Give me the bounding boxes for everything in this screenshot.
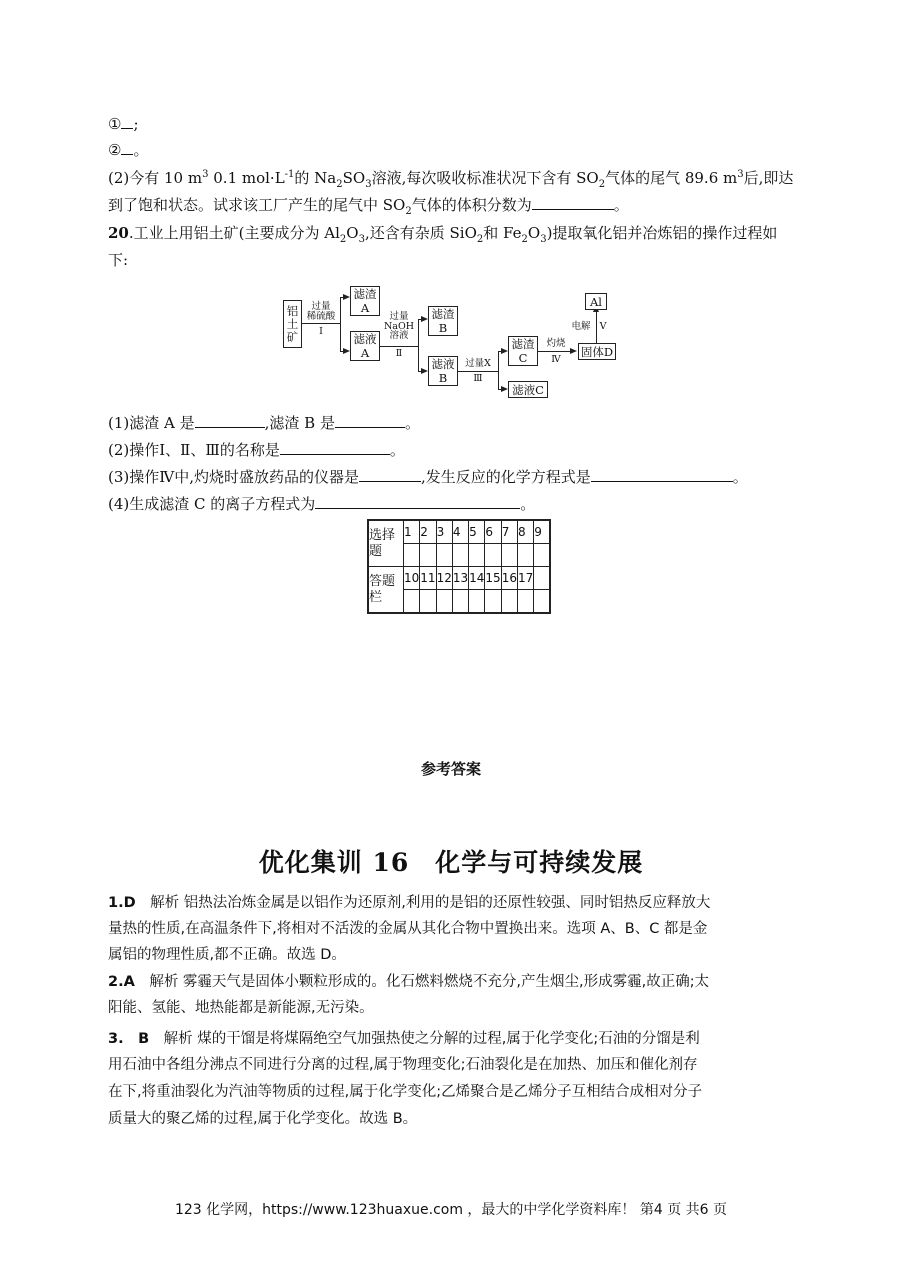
text: 矿	[286, 329, 299, 344]
text: A	[360, 346, 370, 360]
text: (3)操作Ⅳ中,灼烧时盛放药品的仪器是	[108, 468, 360, 486]
text: NaOH	[383, 320, 415, 332]
text: 3	[540, 234, 547, 245]
text: 2	[339, 234, 347, 245]
text: SO	[342, 169, 366, 187]
text: O	[527, 224, 541, 242]
process-flowchart	[283, 286, 623, 400]
q19-blank-1	[108, 114, 792, 134]
circled-1: ①	[108, 115, 122, 133]
text: 。	[613, 196, 629, 214]
section-title: 优化集训 16 化学与可持续发展	[258, 848, 644, 877]
answer-cell[interactable]	[501, 590, 517, 614]
text: 和 Fe	[483, 224, 522, 242]
solution-1-line2: 量热的性质,在高温条件下,将相对不活泼的金属从其化合物中置换出来。选项 A、B、C 都是金	[108, 921, 708, 937]
answer-cell[interactable]	[436, 544, 452, 567]
step2-label	[382, 312, 416, 341]
ore-box	[283, 300, 302, 348]
text: B	[438, 371, 448, 385]
solution-1-line3: 属铝的物理性质,都不正确。故选 D。	[108, 947, 346, 963]
text: 的 Na	[294, 169, 337, 187]
answer-cell[interactable]	[452, 544, 468, 567]
text: 2	[405, 206, 412, 217]
table-cell: 7	[501, 520, 517, 544]
step5-label: 电解	[571, 321, 591, 332]
arrow-right-icon	[570, 348, 577, 354]
table-cell: 15	[485, 567, 501, 590]
arrow-right-icon	[343, 294, 350, 300]
text: O	[346, 224, 359, 242]
text: 。	[404, 414, 420, 432]
text: 2	[598, 179, 606, 190]
text: )提取氧化铝并冶炼铝的操作过程如	[546, 224, 778, 242]
text: ,发生反应的化学方程式是	[421, 468, 591, 486]
answer-blank[interactable]	[121, 114, 133, 129]
connector	[302, 323, 340, 324]
q20-stem-line1	[108, 223, 792, 243]
text: 0.1 mol·L	[208, 169, 285, 187]
arrow-right-icon	[501, 386, 508, 392]
q20-part3	[108, 467, 792, 487]
answer-blank[interactable]	[532, 195, 614, 210]
arrow-right-icon	[421, 368, 428, 374]
text: 到了饱和状态。试求该工厂产生的尾气中 SO	[108, 196, 406, 214]
q20-part1	[108, 413, 792, 433]
connector	[380, 346, 418, 347]
punct: 。	[133, 141, 149, 159]
connector	[458, 371, 498, 372]
answer-cell[interactable]	[517, 590, 533, 614]
table-cell: 10	[404, 567, 420, 590]
table-cell: 3	[436, 520, 452, 544]
table-cell: 11	[420, 567, 436, 590]
connector	[418, 319, 419, 371]
arrow-right-icon	[421, 316, 428, 322]
text: 2	[476, 234, 484, 245]
text: (2)操作Ⅰ、Ⅱ、Ⅲ的名称是	[108, 441, 280, 459]
text: 稀硫酸	[306, 311, 336, 322]
text: 。	[520, 495, 536, 513]
text: 滤渣	[431, 307, 455, 321]
solution-3-line3: 在下,将重油裂化为汽油等物质的过程,属于化学变化;乙烯聚合是乙烯分子互相结合成相对分子	[108, 1084, 703, 1100]
text: 气体的体积分数为	[411, 196, 532, 214]
text: ,滤渣 B 是	[264, 414, 335, 432]
step3-label: 过量X	[465, 358, 491, 369]
q20-part2	[108, 440, 792, 460]
answer-cell[interactable]	[404, 590, 420, 614]
answer-cell[interactable]	[436, 590, 452, 614]
residue-a-box	[350, 286, 380, 316]
answer-cell[interactable]	[469, 544, 485, 567]
answer-table-label	[368, 520, 404, 567]
solution-3-line4: 质量大的聚乙烯的过程,属于化学变化。故选 B。	[108, 1111, 418, 1127]
step1-label	[304, 302, 338, 322]
step2-roman: Ⅱ	[395, 348, 403, 359]
answer-cell[interactable]	[420, 590, 436, 614]
answer-cell[interactable]	[501, 544, 517, 567]
text: 3	[737, 169, 744, 180]
text: 溶液	[389, 330, 409, 341]
solution-2-line1	[108, 972, 792, 992]
connector	[340, 297, 341, 351]
punct: ;	[133, 115, 139, 133]
table-cell	[534, 567, 551, 590]
text: 栏	[369, 589, 383, 605]
q19-blank-2	[108, 140, 792, 160]
text: 2	[336, 179, 343, 190]
text: ,还含有杂质 SiO	[364, 224, 477, 242]
answer-blank[interactable]	[315, 494, 520, 509]
table-cell: 2	[420, 520, 436, 544]
text: 3	[358, 234, 365, 245]
text: 气体的尾气 89.6 m	[605, 169, 738, 187]
text: 2	[521, 234, 528, 245]
text: A	[360, 301, 370, 315]
text: 题	[369, 543, 383, 559]
answer-blank[interactable]	[335, 413, 405, 428]
solution-2-line2: 阳能、氢能、地热能都是新能源,无污染。	[108, 1000, 374, 1016]
arrow-right-icon	[343, 348, 350, 354]
reference-answer-heading: 参考答案	[420, 760, 481, 778]
page-footer: 123 化学网，https://www.123huaxue.com ，最大的中学化学资料库！ 第4 页 共6 页	[174, 1202, 728, 1218]
answer-blank[interactable]	[359, 467, 421, 482]
text: (2)今有 10 m	[108, 169, 203, 187]
text: 解析 铝热法冶炼金属是以铝作为还原剂,利用的是铝的还原性较强、同时铝热反应释放大	[135, 895, 711, 911]
answer-blank[interactable]	[280, 440, 390, 455]
text: 土	[286, 316, 299, 331]
answer-table	[367, 519, 551, 614]
table-cell: 1	[404, 520, 420, 544]
table-cell: 5	[469, 520, 485, 544]
answer-blank[interactable]	[195, 413, 265, 428]
answer-cell[interactable]	[404, 544, 420, 567]
text: 3	[202, 169, 209, 180]
q20-part4	[108, 494, 792, 514]
step1-roman: Ⅰ	[319, 326, 323, 337]
text: 解析 煤的干馏是将煤隔绝空气加强热使之分解的过程,属于化学变化;石油的分馏是利	[149, 1031, 700, 1047]
q20-stem-line2	[108, 250, 792, 270]
solution-3-line2: 用石油中各组分沸点不同进行分离的过程,属于物理变化;石油裂化是在加热、加压和催化剂存	[108, 1057, 698, 1073]
arrow-right-icon	[501, 348, 508, 354]
table-cell: 8	[517, 520, 533, 544]
text: 铝	[286, 303, 299, 318]
q19-part2-line2	[108, 195, 792, 215]
text: 滤液	[353, 332, 377, 346]
table-cell: 17	[517, 567, 533, 590]
step4-label: 灼烧	[546, 338, 566, 349]
step3-roman: Ⅲ	[473, 373, 483, 384]
solid-d-box: 固体D	[578, 343, 616, 360]
answer-cell[interactable]	[469, 590, 485, 614]
table-cell: 16	[501, 567, 517, 590]
answer-table-label	[368, 567, 404, 614]
question-number: 20	[108, 224, 129, 242]
text: 滤渣	[511, 337, 535, 351]
answer-cell[interactable]	[534, 544, 551, 567]
text: 。	[732, 468, 748, 486]
q19-part2-line1	[108, 168, 792, 188]
text: 过量	[311, 301, 331, 312]
table-cell: 14	[469, 567, 485, 590]
text: 滤渣	[353, 287, 377, 301]
answer-cell[interactable]	[534, 590, 551, 614]
answer-number: 2.A	[108, 974, 135, 990]
residue-b-box	[428, 306, 458, 336]
text: B	[438, 321, 448, 335]
step4-roman: Ⅳ	[551, 354, 561, 365]
answer-number: 1.D	[108, 895, 136, 911]
step5-roman: Ⅴ	[599, 321, 607, 332]
al-box: Al	[585, 293, 607, 310]
residue-c-box	[508, 336, 538, 366]
connector	[498, 351, 499, 389]
text: 答题	[369, 573, 396, 589]
text: 溶液,每次吸收标准状况下含有 SO	[371, 169, 599, 187]
answer-cell[interactable]	[420, 544, 436, 567]
filtrate-b-box	[428, 356, 458, 386]
circled-2: ②	[108, 141, 122, 159]
text: C	[518, 351, 528, 365]
answer-cell[interactable]	[485, 590, 501, 614]
filtrate-a-box	[350, 331, 380, 361]
answer-cell[interactable]	[485, 544, 501, 567]
text: -1	[284, 169, 295, 180]
text: 滤液	[431, 357, 455, 371]
table-cell: 12	[436, 567, 452, 590]
text: 解析 雾霾天气是固体小颗粒形成的。化石燃料燃烧不充分,产生烟尘,形成雾霾,故正确;太	[134, 974, 710, 990]
answer-blank[interactable]	[121, 140, 133, 155]
solution-1-line1	[108, 893, 792, 913]
filtrate-c-box: 滤液C	[508, 381, 548, 398]
table-cell: 6	[485, 520, 501, 544]
text: 。	[389, 441, 405, 459]
table-cell: 13	[452, 567, 468, 590]
text: 3	[365, 179, 372, 190]
text: .工业上用铝土矿(主要成分为 Al	[128, 224, 340, 242]
table-cell: 9	[534, 520, 551, 544]
answer-blank[interactable]	[591, 467, 733, 482]
connector	[538, 351, 572, 352]
table-cell: 4	[452, 520, 468, 544]
text: 选择	[369, 527, 396, 543]
text: (1)滤渣 A 是	[108, 414, 195, 432]
solution-3-line1	[108, 1029, 792, 1049]
answer-cell[interactable]	[517, 544, 533, 567]
text: 下:	[108, 251, 129, 269]
text: 过量	[389, 311, 409, 322]
connector	[596, 310, 597, 343]
answer-cell[interactable]	[452, 590, 468, 614]
text: 后,即达	[743, 169, 794, 187]
answer-number: 3. B	[108, 1031, 150, 1047]
text: (4)生成滤渣 C 的离子方程式为	[108, 495, 316, 513]
